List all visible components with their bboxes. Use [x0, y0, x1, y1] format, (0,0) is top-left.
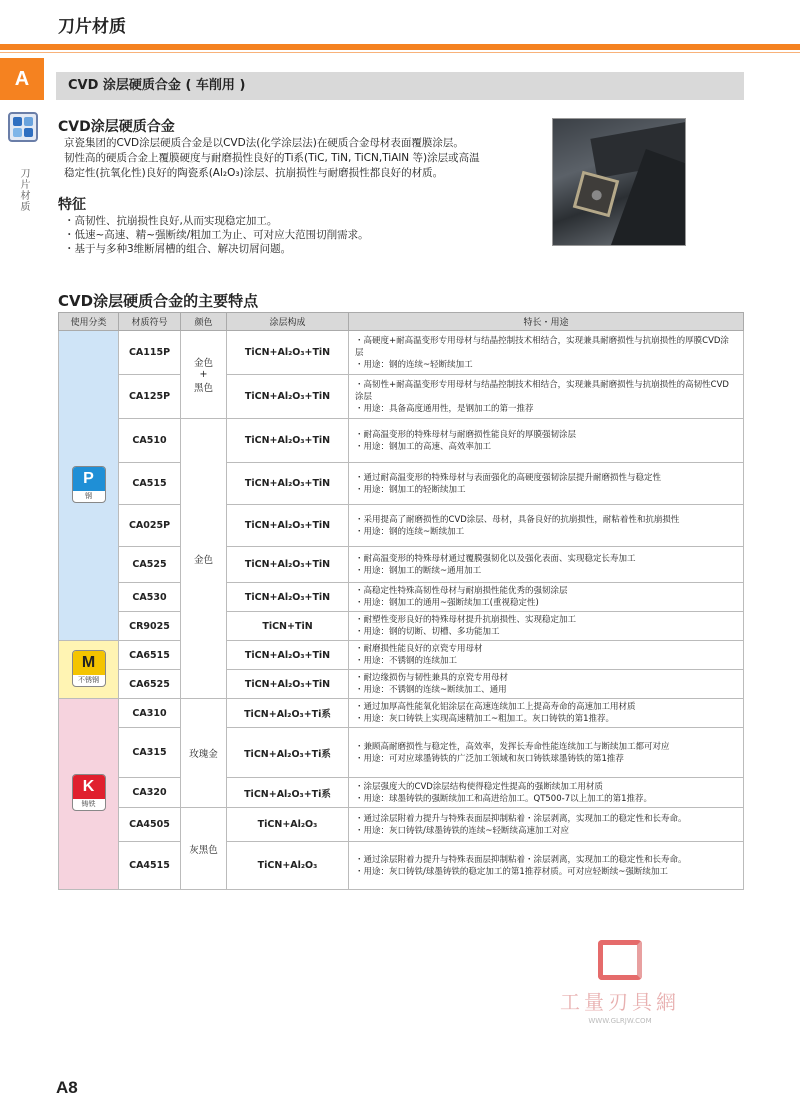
coating-cell: TiCN+TiN	[227, 612, 349, 641]
coating-cell: TiCN+Al₂O₃+Ti系	[227, 728, 349, 778]
intro-line: 京瓷集团的CVD涂层硬质合金是以CVD法(化学涂层法)在硬质合金母材表面覆膜涂层。	[64, 137, 464, 149]
table-row	[59, 699, 744, 728]
turning-tool-photo	[552, 118, 686, 246]
grade-cell: CA515	[119, 463, 181, 505]
category-m-badge: M 不锈钢	[72, 650, 106, 687]
coating-cell: TiCN+Al₂O₃+TiN	[227, 583, 349, 612]
insert-grade-icon	[8, 112, 38, 142]
desc-cell: ・ 耐边缘损伤与韧性兼具的京瓷专用母材 ・ 用途：不锈钢的连续~断续加工、通用	[349, 670, 744, 699]
header-cell: 材质符号	[119, 313, 181, 331]
coating-cell: TiCN+Al₂O₃+Ti系	[227, 699, 349, 728]
coating-cell: TiCN+Al₂O₃	[227, 808, 349, 842]
desc-cell: ・ 通过涂层附着力提升与特殊表面层抑制粘着・涂层剥离，实现加工的稳定性和长寿命。 ・ 用途：灰口铸铁/球墨铸铁的稳定加工的第1推荐材质。可对应轻断续~强断续加工	[349, 842, 744, 890]
grade-cell: CA6525	[119, 670, 181, 699]
desc-cell: ・ 采用提高了耐磨损性的CVD涂层、母材，具备良好的抗崩损性，耐粘着性和抗崩损性 ・ 用途：钢的连续~断续加工	[349, 505, 744, 547]
desc-cell: ・ 高韧性+耐高温变形专用母材与结晶控制技术相结合，实现兼具耐磨损性与抗崩损性的高韧性CVD涂层 ・ 用途：具备高度通用性，是钢加工的第一推荐	[349, 375, 744, 419]
intro-line: 稳定性(抗氧化性)良好的陶瓷系(Al₂O₃)涂层、抗崩损性与耐磨损性都良好的材质。	[64, 167, 444, 179]
table-row	[59, 670, 744, 699]
coating-cell: TiCN+Al₂O₃	[227, 842, 349, 890]
grade-cell: CA115P	[119, 331, 181, 375]
category-m-cell	[59, 641, 119, 699]
table-row	[59, 505, 744, 547]
desc-cell: ・ 通过加厚高性能氧化铝涂层在高速连续加工上提高寿命的高速加工用材质 ・ 用途：灰口铸铁上实现高速精加工~粗加工。灰口铸铁的第1推荐。	[349, 699, 744, 728]
header-divider	[0, 52, 800, 53]
intro-line: 韧性高的硬质合金上覆膜硬度与耐磨损性良好的Ti系(TiC, TiN, TiCN,TiAlN 等)涂层或高温	[64, 152, 480, 164]
color-cell: 金色 + 黑色	[181, 331, 227, 419]
table-row	[59, 583, 744, 612]
watermark-url: WWW.GLRJW.COM	[588, 1017, 652, 1025]
desc-cell: ・ 高硬度+耐高温变形专用母材与结晶控制技术相结合，实现兼具耐磨损性与抗崩损性的厚膜CVD涂层 ・ 用途：钢的连续~轻断续加工	[349, 331, 744, 375]
desc-cell: ・ 兼顾高耐磨损性与稳定性，高效率，发挥长寿命性能连续加工与断续加工都可对应 ・ 用途：可对应球墨铸铁的广泛加工领域和灰口铸铁球墨铸铁的第1推荐	[349, 728, 744, 778]
desc-cell: ・ 耐高温变形的特殊母材与耐磨损性能良好的厚膜强韧涂层 ・ 用途：钢加工的高速、高效率加工	[349, 419, 744, 463]
grade-cell: CA310	[119, 699, 181, 728]
feature-item: ・ 高韧性、抗崩损性良好,从而实现稳定加工。	[64, 214, 544, 228]
grade-cell: CA4505	[119, 808, 181, 842]
header-cell: 使用分类	[59, 313, 119, 331]
features-list	[64, 214, 544, 256]
color-cell: 金色	[181, 419, 227, 699]
table-title: CVD涂层硬质合金的主要特点	[58, 292, 259, 310]
desc-cell: ・ 耐高温变形的特殊母材通过覆膜强韧化以及强化表面、实现稳定长寿加工 ・ 用途：钢加工的断续~通用加工	[349, 547, 744, 583]
coating-cell: TiCN+Al₂O₃+TiN	[227, 670, 349, 699]
grades-table	[58, 312, 744, 890]
page-number: A8	[56, 1078, 78, 1097]
table-row	[59, 728, 744, 778]
desc-cell: ・ 耐磨损性能良好的京瓷专用母材 ・ 用途：不锈钢的连续加工	[349, 641, 744, 670]
coating-cell: TiCN+Al₂O₃+TiN	[227, 419, 349, 463]
grade-cell: CR9025	[119, 612, 181, 641]
header-cell: 特长・用途	[349, 313, 744, 331]
desc-cell: ・ 通过耐高温变形的特殊母材与表面强化的高硬度强韧涂层提升耐磨损性与稳定性 ・ 用途：钢加工的轻断续加工	[349, 463, 744, 505]
coating-cell: TiCN+Al₂O₃+TiN	[227, 463, 349, 505]
grade-cell: CA125P	[119, 375, 181, 419]
table-row	[59, 641, 744, 670]
grade-cell: CA530	[119, 583, 181, 612]
coating-cell: TiCN+Al₂O₃+TiN	[227, 641, 349, 670]
table-header-row	[59, 313, 744, 331]
table-row	[59, 842, 744, 890]
category-p-badge: P 钢	[72, 466, 106, 503]
table-row	[59, 778, 744, 808]
section-title: CVD 涂层硬质合金 ( 车削用 )	[56, 72, 744, 100]
coating-cell: TiCN+Al₂O₃+Ti系	[227, 778, 349, 808]
page-header-title: 刀片材质	[58, 17, 126, 37]
header-cell: 颜色	[181, 313, 227, 331]
grade-cell: CA4515	[119, 842, 181, 890]
coating-cell: TiCN+Al₂O₃+TiN	[227, 331, 349, 375]
table-row	[59, 331, 744, 375]
site-watermark	[540, 940, 700, 1025]
header-orange-bar	[0, 44, 800, 50]
category-k-badge: K 铸铁	[72, 774, 106, 811]
desc-cell: ・ 耐塑性变形良好的特殊母材提升抗崩损性、实现稳定加工 ・ 用途：钢的切断、切槽、多功能加工	[349, 612, 744, 641]
watermark-text: 工量刃具網	[560, 990, 680, 1014]
intro-title: CVD涂层硬质合金	[58, 119, 175, 135]
grade-cell: CA510	[119, 419, 181, 463]
desc-cell: ・ 涂层强度大的CVD涂层结构使得稳定性提高的强断续加工用材质 ・ 用途：球墨铸铁的强断续加工和高进给加工。QT500-7以上加工的第1推荐。	[349, 778, 744, 808]
table-row	[59, 419, 744, 463]
category-k-cell	[59, 699, 119, 890]
grade-cell: CA6515	[119, 641, 181, 670]
features-title: 特征	[58, 197, 86, 213]
feature-item: ・ 低速~高速、精~强断续/粗加工为止、可对应大范围切削需求。	[64, 228, 544, 242]
table-row	[59, 463, 744, 505]
grade-cell: CA320	[119, 778, 181, 808]
coating-cell: TiCN+Al₂O₃+TiN	[227, 547, 349, 583]
side-chapter-label: 刀片材质	[18, 168, 29, 212]
grade-cell: CA525	[119, 547, 181, 583]
desc-cell: ・ 通过涂层附着力提升与特殊表面层抑制粘着・涂层剥离，实现加工的稳定性和长寿命。 ・ 用途：灰口铸铁/球墨铸铁的连续~轻断续高速加工对应	[349, 808, 744, 842]
coating-cell: TiCN+Al₂O₃+TiN	[227, 375, 349, 419]
table-row	[59, 808, 744, 842]
desc-cell: ・ 高稳定性特殊高韧性母材与耐崩损性能优秀的强韧涂层 ・ 用途：钢加工的通用~强断续加工(重视稳定性)	[349, 583, 744, 612]
table-row	[59, 375, 744, 419]
table-row	[59, 547, 744, 583]
header-cell: 涂层构成	[227, 313, 349, 331]
category-p-cell	[59, 331, 119, 641]
chapter-tab[interactable]: A	[0, 58, 44, 100]
grade-cell: CA025P	[119, 505, 181, 547]
intro-text	[64, 136, 544, 181]
color-cell: 灰黑色	[181, 808, 227, 890]
grade-cell: CA315	[119, 728, 181, 778]
color-cell: 玫瑰金	[181, 699, 227, 808]
feature-item: ・ 基于与多种3维断屑槽的组合、解决切屑问题。	[64, 242, 544, 256]
watermark-logo-icon	[598, 940, 642, 980]
coating-cell: TiCN+Al₂O₃+TiN	[227, 505, 349, 547]
table-row	[59, 612, 744, 641]
